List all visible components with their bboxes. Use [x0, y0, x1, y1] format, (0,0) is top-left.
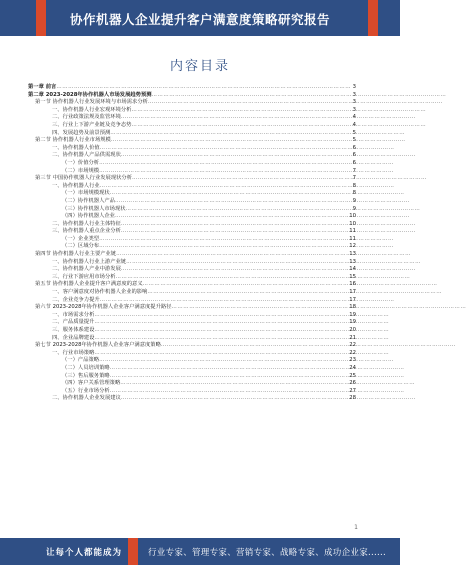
toc-entry-page: 5 — [352, 129, 356, 136]
report-title: 协作机器人企业提升客户满意度策略研究报告 — [69, 12, 330, 27]
toc-leader-dots — [111, 137, 351, 145]
toc-entry-page: 7 — [352, 167, 356, 174]
toc-entry-page: 3 — [352, 84, 356, 90]
toc-leader-dots — [126, 259, 347, 267]
toc-entry-page: 8 — [352, 182, 356, 189]
toc-leader-dots — [147, 289, 347, 297]
toc-entry-title: 第七节 2023-2028年协作机器人企业客户满意度策略 — [35, 342, 161, 349]
toc-entry-page: 10 — [349, 213, 356, 220]
toc-entry[interactable] — [28, 122, 356, 130]
toc-entry-title: 四、发展趋势及前景预测 — [52, 129, 111, 136]
toc-entry[interactable] — [28, 114, 356, 122]
toc-entry-page: 3 — [352, 99, 356, 106]
toc-entry-title: 二、协作机器人产业中游发展 — [52, 266, 121, 273]
toc-entry-title: 四、企业品牌建设 — [52, 334, 95, 341]
toc-entry-page: 13 — [349, 251, 356, 258]
toc-leader-dots — [115, 213, 347, 221]
toc-entry-page: 16 — [349, 281, 356, 288]
toc-leader-dots — [100, 183, 351, 191]
footer-accent — [128, 538, 138, 565]
toc-entry-title: （五）行业市场分析 — [62, 387, 110, 394]
toc-entry[interactable] — [28, 198, 356, 206]
toc-entry-title: 第二章 2023-2028年协作机器人市场发展趋势预测 — [28, 91, 152, 98]
toc-leader-dots — [132, 175, 351, 183]
toc-entry-title: 二、协作机器人产品供需现状 — [52, 152, 121, 159]
toc-leader-dots — [148, 99, 351, 107]
toc-leader-dots — [94, 327, 347, 335]
toc-entry-page: 3 — [352, 91, 356, 98]
toc-leader-dots — [116, 251, 347, 259]
toc-entry-title: （二）人员培训策略 — [62, 364, 110, 371]
toc-entry-title: 第二节 协作机器人行业市场规模 — [35, 137, 111, 144]
toc-entry-page: 23 — [349, 357, 356, 364]
toc-entry[interactable] — [28, 137, 356, 145]
toc-entry-title: （二）市场规模 — [62, 167, 100, 174]
toc-entry-title: （四）客户关系管理策略 — [62, 380, 121, 387]
toc-leader-dots — [172, 304, 348, 312]
toc-entry-title: 一、协作机器人行业 — [52, 182, 100, 189]
footer-brand: 让每个人都能成为 — [46, 548, 123, 558]
toc-entry-page: 19 — [349, 319, 356, 326]
toc-entry[interactable] — [28, 213, 356, 221]
toc-entry[interactable] — [28, 281, 356, 289]
toc-entry-title: （四）协作机器人企业 — [62, 213, 115, 220]
toc-leader-dots — [94, 319, 347, 327]
toc-entry-page: 7 — [352, 175, 356, 182]
toc-entry[interactable] — [28, 380, 356, 388]
toc-entry-title: 第五节 协作机器人企业提升客户满意度的意义 — [35, 281, 143, 288]
toc-leader-dots — [121, 395, 347, 403]
toc-leader-dots — [161, 342, 347, 350]
toc-leader-dots — [100, 145, 351, 153]
toc-entry-title: 第一节 协作机器人行业发展环境与市场需求分析 — [35, 99, 148, 106]
toc-leader-dots — [152, 92, 351, 100]
toc-entry-page: 4 — [352, 114, 356, 121]
toc-entry-title: 一、协作机器人价值 — [52, 144, 100, 151]
toc-entry-page: 3 — [352, 106, 356, 113]
toc-entry-page: 9 — [352, 205, 356, 212]
toc-entry-title: 三、行业上下游产业链及竞争态势 — [52, 121, 132, 128]
toc-entry[interactable] — [28, 206, 356, 214]
toc-entry-page: 28 — [349, 395, 356, 402]
toc-leader-dots — [99, 168, 351, 176]
toc-leader-dots — [143, 281, 348, 289]
toc-entry-page: 17 — [349, 296, 356, 303]
toc-entry-page: 10 — [349, 220, 356, 227]
toc-entry[interactable] — [28, 289, 356, 297]
toc-entry-title: （一）价值分析 — [62, 159, 100, 166]
toc-leader-dots — [120, 380, 347, 388]
toc-entry[interactable] — [28, 190, 356, 198]
toc-entry-page: 21 — [349, 334, 356, 341]
toc-leader-dots — [126, 206, 351, 214]
toc-entry[interactable] — [28, 342, 356, 350]
toc-entry-page: 17 — [349, 289, 356, 296]
header-accent-right — [368, 0, 378, 36]
toc-entry-title: 第四节 协作机器人行业主要产业链 — [35, 251, 117, 258]
toc-entry-page: 5 — [352, 137, 356, 144]
toc-entry-title: 一、市场需求分析 — [52, 311, 95, 318]
toc-entry[interactable] — [28, 304, 356, 312]
toc-entry-title: （二）区域分布 — [62, 243, 100, 250]
toc-entry-page: 27 — [349, 387, 356, 394]
toc-entry-page: 6 — [352, 152, 356, 159]
toc-entry-title: 三、服务体系建设 — [52, 327, 95, 333]
toc-entry-title: 第三节 中国协作机器人行业发展现状分析 — [35, 175, 133, 182]
toc-entry-title: 二、企业竞争力提升 — [52, 296, 100, 303]
toc-entry[interactable] — [28, 327, 356, 335]
page-number: 1 — [354, 524, 358, 531]
toc-entry[interactable] — [28, 319, 356, 327]
toc-entry-title: 第六节 2023-2028年协作机器人企业客户满意度提升路径 — [35, 304, 172, 311]
toc-leader-dots — [110, 190, 351, 198]
toc-entry-page: 13 — [349, 258, 356, 265]
toc-leader-dots — [110, 365, 348, 373]
toc-entry[interactable] — [28, 160, 356, 168]
toc-entry-title: 一、客户满意度对协作机器人企业的影响 — [52, 289, 148, 296]
toc-entry-page: 20 — [349, 327, 356, 333]
toc-entry[interactable] — [28, 99, 356, 107]
toc-entry-title: 三、行业下游应用市场分析 — [52, 273, 116, 280]
toc-leader-dots — [56, 84, 350, 92]
toc-entry-page: 24 — [349, 364, 356, 371]
toc-entry-title: （三）售后服务策略 — [62, 372, 110, 379]
footer-slogan: 行业专家、管理专家、营销专家、战略专家、成功企业家...... — [148, 548, 387, 558]
toc-leader-dots — [116, 274, 348, 282]
toc-entry[interactable] — [28, 357, 356, 365]
toc-leader-dots — [110, 388, 348, 396]
toc-leader-dots — [121, 221, 347, 229]
toc-leader-dots — [121, 228, 347, 236]
toc-entry-page: 8 — [352, 190, 356, 197]
report-header — [0, 0, 400, 36]
toc-entry[interactable] — [28, 152, 356, 160]
toc-entry-title: （一）产品策略 — [62, 357, 100, 364]
toc-entry-title: 三、协作机器人重点企业分析 — [52, 228, 121, 235]
toc-entry-title: （一）企业类型 — [62, 235, 100, 242]
toc-entry-title: （二）协作机器人产品 — [62, 197, 115, 204]
toc-leader-dots — [110, 130, 350, 138]
toc-leader-dots — [110, 373, 348, 381]
toc-entry[interactable] — [28, 395, 356, 403]
toc-entry-title: 一、协作机器人行业上游产业链 — [52, 258, 127, 265]
toc-entry-page: 6 — [352, 144, 356, 151]
toc-entry-title: （三）协作机器人市场现状 — [62, 205, 126, 212]
toc-entry-title: 一、协作机器人行业宏观环境分析 — [52, 106, 132, 113]
toc-entry-page: 4 — [352, 121, 356, 128]
toc-entry-page: 26 — [349, 380, 356, 387]
toc-leader-dots — [99, 357, 347, 365]
toc-entry-page: 25 — [349, 372, 356, 379]
toc-entry-page: 22 — [349, 349, 356, 356]
toc-heading: 内容目录 — [169, 59, 230, 74]
toc-entry-page: 18 — [349, 304, 356, 311]
toc-entry[interactable] — [28, 243, 356, 251]
toc-leader-dots — [99, 160, 351, 168]
toc-entry-page: 11 — [349, 235, 356, 242]
toc-entry-page: 6 — [352, 159, 356, 166]
toc-entry-title: 二、协作机器人企业发展建议 — [52, 395, 121, 402]
toc-leader-dots — [121, 152, 351, 160]
toc-leader-dots — [131, 107, 350, 115]
toc-entry-title: （一）市场规模现状 — [62, 190, 110, 197]
report-footer — [0, 538, 400, 565]
toc-entry-page: 14 — [349, 266, 356, 273]
toc-entry-title: 二、产品质量提升 — [52, 319, 95, 326]
toc-leader-dots — [121, 266, 347, 274]
toc-entry[interactable] — [28, 365, 356, 373]
table-of-contents — [28, 84, 356, 403]
toc-leader-dots — [99, 243, 347, 251]
toc-leader-dots — [121, 114, 351, 122]
toc-leader-dots — [94, 350, 347, 358]
toc-entry[interactable] — [28, 175, 356, 183]
toc-entry-page: 12 — [349, 243, 356, 250]
toc-leader-dots — [131, 122, 350, 130]
toc-entry[interactable] — [28, 84, 356, 92]
toc-entry[interactable] — [28, 266, 356, 274]
toc-entry-title: 二、协作机器人行业主体特征 — [52, 220, 121, 227]
toc-leader-dots — [115, 198, 351, 206]
toc-entry-page: 22 — [349, 342, 356, 349]
toc-leader-dots — [99, 236, 347, 244]
toc-entry-title: 第一章 前言 — [28, 84, 57, 90]
toc-entry-page: 9 — [352, 197, 356, 204]
toc-entry-title: 一、行业市场策略 — [52, 349, 95, 356]
toc-entry-title: 二、行业政策法规及监管环境 — [52, 114, 121, 121]
toc-entry[interactable] — [28, 251, 356, 259]
toc-entry-page: 15 — [349, 273, 356, 280]
toc-leader-dots — [94, 312, 347, 320]
toc-entry[interactable] — [28, 168, 356, 176]
toc-entry[interactable] — [28, 228, 356, 236]
toc-entry-page: 11 — [349, 228, 356, 235]
toc-entry-page: 19 — [349, 311, 356, 318]
